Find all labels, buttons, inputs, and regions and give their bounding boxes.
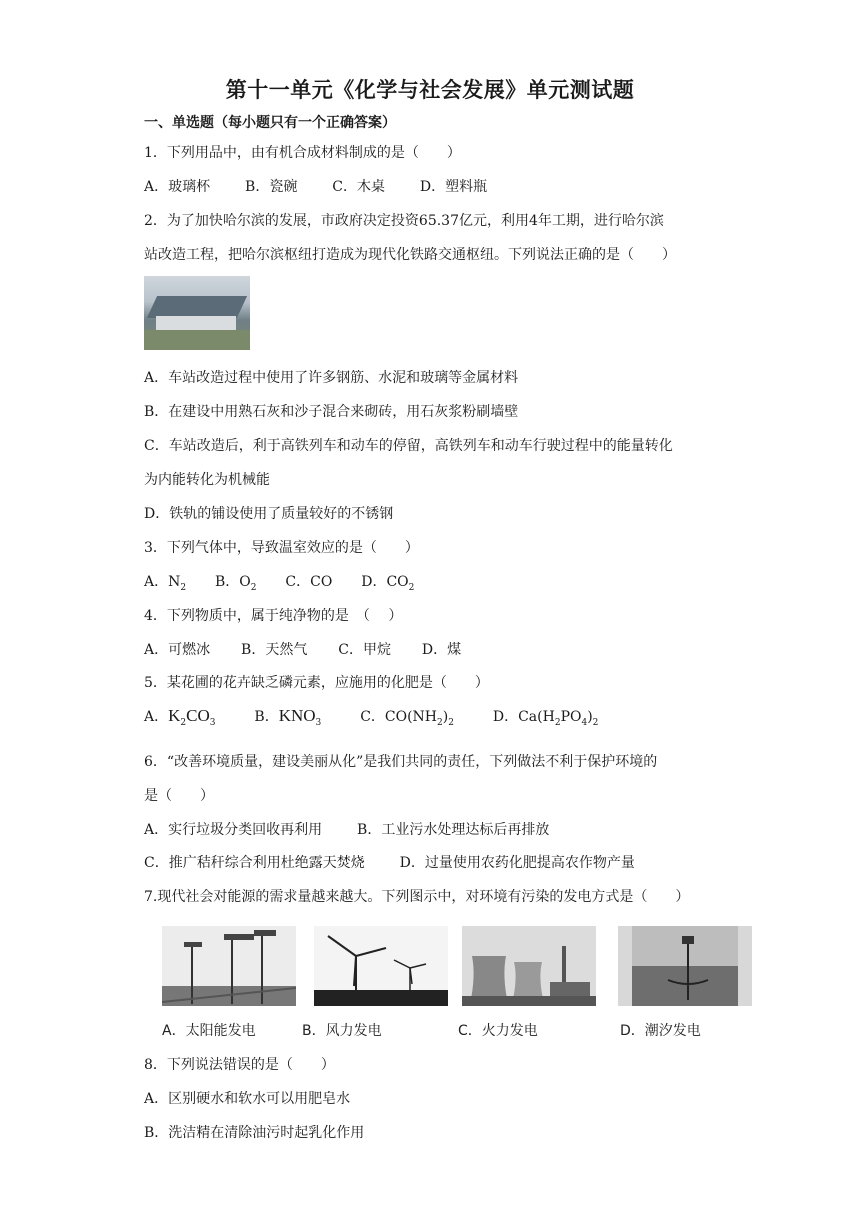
q2-option-a: A．车站改造过程中使用了许多钢筋、水泥和玻璃等金属材料 [144,370,519,386]
solar-power-photo [162,926,296,1006]
q1-option-c: C．木桌 [332,179,385,195]
caption-solar: A．太阳能发电 [162,1023,256,1039]
q6-options-row1 [144,819,549,839]
q5-option-c: C．$CO(NH_2)_2$ [360,709,454,728]
q8-option-a: A．区别硬水和软水可以用肥皂水 [144,1091,351,1107]
q6-option-b: B．工业污水处理达标后再排放 [357,822,550,838]
q2-option-b: B．在建设中用熟石灰和沙子混合来砌砖，用石灰浆粉刷墙壁 [144,404,519,420]
q1-option-d: D．塑料瓶 [419,179,488,195]
q7-stem: 7.现代社会对能源的需求量越来越大。下列图示中，对环境有污染的发电方式是（ ） [144,889,690,905]
caption-thermal: C．火力发电 [458,1023,538,1039]
q2-option-c-line1: C．车站改造后，利于高铁列车和动车的停留，高铁列车和动车行驶过程中的能量转化 [144,438,673,454]
q6-option-a: A．实行垃圾分类回收再利用 [144,822,323,838]
q3-option-c: C．CO [285,574,333,590]
q4-options [144,639,461,659]
q6-option-c: C．推广秸秆综合利用杜绝露天焚烧 [144,855,365,871]
q6-stem-line2: 是（ ） [144,788,214,804]
power-generation-figures [162,926,732,1042]
q1-option-a: A．玻璃杯 [144,179,211,195]
q2-stem-line1: 2．为了加快哈尔滨的发展，市政府决定投资65.37亿元，利用4年工期，进行哈尔滨 [144,213,664,229]
q4-option-c: C．甲烷 [338,642,391,658]
q6-stem-line1: 6．“改善环境质量，建设美丽从化”是我们共同的责任，下列做法不利于保护环境的 [144,754,658,770]
q5-option-d: D．$Ca(H_2PO_4)_2$ [492,709,599,728]
q3-option-d: D．$CO_2$ [361,574,415,593]
q1-options [144,176,487,196]
q4-stem: 4．下列物质中，属于纯净物的是 （ ） [144,608,403,624]
q1-stem: 1．下列用品中，由有机合成材料制成的是（ ） [144,145,461,161]
tidal-power-photo [618,926,752,1006]
railway-station-photo [144,276,250,350]
caption-wind: B．风力发电 [302,1023,382,1039]
q3-option-a: A．$N_2$ [144,574,187,593]
thermal-power-photo [462,926,596,1006]
caption-tidal: D．潮汐发电 [620,1023,701,1039]
wind-power-photo [314,926,448,1006]
q6-options-row2 [144,852,635,872]
q8-option-b: B．洗洁精在清除油污时起乳化作用 [144,1125,365,1141]
q3-stem: 3．下列气体中，导致温室效应的是（ ） [144,540,419,556]
q4-option-b: B．天然气 [241,642,308,658]
page-title: 第十一单元《化学与社会发展》单元测试题 [225,78,635,102]
q4-option-a: A．可燃冰 [144,642,211,658]
q8-stem: 8．下列说法错误的是（ ） [144,1057,335,1073]
q2-option-d: D．铁轨的铺设使用了质量较好的不锈钢 [144,506,394,522]
q4-option-d: D．煤 [421,642,462,658]
q1-option-b: B．瓷碗 [245,179,298,195]
q5-options [144,706,598,728]
q5-option-a: A．$K_2CO_3$ [144,706,216,728]
q2-stem-line2: 站改造工程，把哈尔滨枢纽打造成为现代化铁路交通枢纽。下列说法正确的是（ ） [144,247,676,263]
q6-option-d: D．过量使用农药化肥提高农作物产量 [399,855,635,871]
q5-option-b: B．$KNO_3$ [254,706,322,728]
q3-options [144,571,414,593]
q2-option-c-line2: 为内能转化为机械能 [144,472,270,488]
q3-option-b: B．$O_2$ [215,574,257,593]
section-heading: 一、单选题（每小题只有一个正确答案） [144,115,396,131]
q5-stem: 5．某花圃的花卉缺乏磷元素，应施用的化肥是（ ） [144,675,489,691]
